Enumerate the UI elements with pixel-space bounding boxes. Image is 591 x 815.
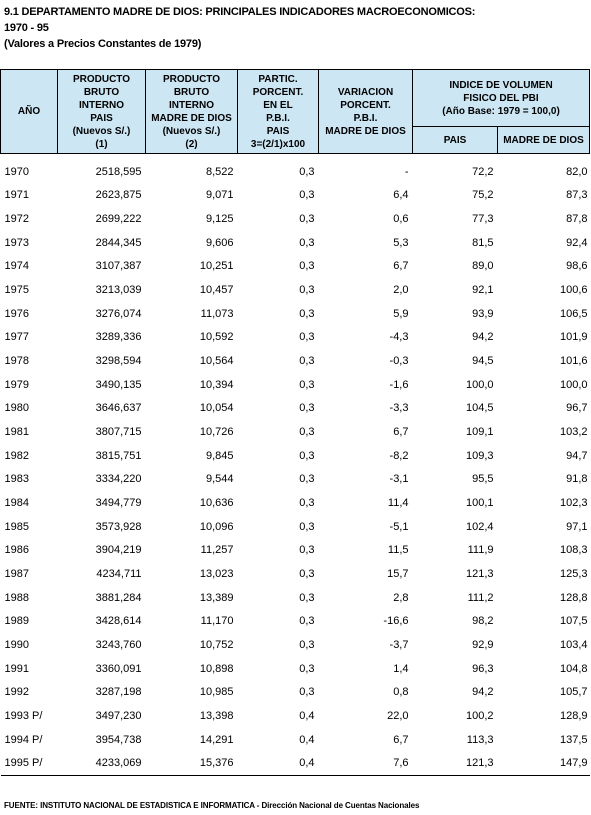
variacion-cell: 6,7 [393, 733, 409, 746]
indice-mdd-cell: 96,7 [566, 402, 588, 415]
indice-mdd-cell: 87,8 [566, 213, 588, 226]
pbi-pais-cell: 3334,220 [95, 473, 142, 486]
participacion-cell: 0,3 [299, 331, 315, 344]
pbi-mdd-cell: 15,376 [146, 751, 238, 775]
table-row [1, 302, 590, 326]
variacion-cell: -5,1 [389, 520, 409, 533]
indice-pais-cell: 104,5 [465, 402, 494, 415]
indice-mdd-cell: 128,9 [559, 709, 588, 722]
participacion-cell: 0,3 [299, 615, 315, 628]
indice-pais-cell: 81,5 [472, 236, 494, 249]
indice-pais-cell: 111,9 [467, 544, 494, 557]
participacion-cell: 0,4 [238, 751, 319, 775]
indice-mdd-cell: 101,9 [559, 331, 588, 344]
pbi-pais-cell: 3497,230 [95, 709, 142, 722]
variacion-cell: 5,9 [393, 307, 409, 320]
indice-pais-cell: 96,3 [472, 662, 494, 675]
pbi-mdd-cell: 11,170 [200, 615, 234, 628]
table-row [1, 349, 590, 373]
variacion-cell: 2,0 [393, 284, 409, 297]
pbi-mdd-cell: 10,898 [199, 662, 234, 675]
pbi-pais-cell: 2623,875 [95, 189, 142, 202]
year-cell: 1990 [4, 638, 29, 651]
table-row [1, 491, 590, 515]
participacion-cell: 0,3 [299, 165, 315, 178]
pbi-pais-cell: 3289,336 [95, 331, 142, 344]
indice-pais-cell: 77,3 [472, 213, 494, 226]
pbi-mdd-cell: 9,845 [205, 449, 234, 462]
variacion-cell: -4,3 [389, 331, 409, 344]
year-cell: 1993 P/ [4, 709, 43, 722]
year-cell: 1981 [4, 426, 29, 439]
variacion-cell: - [404, 165, 409, 178]
header-pbi-madre-de-dios: PRODUCTO BRUTO INTERNO MADRE DE DIOS (Nuevos S/.) (2) [146, 70, 238, 154]
participacion-cell: 0,3 [299, 378, 315, 391]
indice-mdd-cell: 101,6 [559, 355, 588, 368]
participacion-cell: 0,3 [299, 544, 315, 557]
table-row [1, 680, 590, 704]
table-body [1, 154, 590, 776]
indice-mdd-cell: 92,4 [566, 236, 588, 249]
indice-pais-cell: 92,1 [472, 284, 494, 297]
participacion-cell: 0,4 [299, 733, 315, 746]
table-row [1, 539, 590, 563]
table-row [1, 562, 590, 586]
indice-pais-cell: 102,4 [465, 520, 494, 533]
participacion-cell: 0,3 [299, 449, 315, 462]
indice-mdd-cell: 107,5 [559, 615, 588, 628]
table-row [1, 657, 590, 681]
table-row [1, 231, 590, 255]
pbi-mdd-cell: 9,606 [205, 236, 234, 249]
year-cell: 1991 [4, 662, 29, 675]
indice-mdd-cell: 106,5 [559, 307, 588, 320]
pbi-pais-cell: 4234,711 [96, 567, 142, 580]
participacion-cell: 0,3 [299, 662, 315, 675]
indice-pais-cell: 98,2 [472, 615, 494, 628]
pbi-mdd-cell: 10,564 [199, 355, 234, 368]
indice-pais-cell: 94,2 [472, 331, 494, 344]
year-cell: 1995 P/ [1, 751, 58, 775]
variacion-cell: 5,3 [393, 236, 409, 249]
table-period: 1970 - 95 [4, 22, 49, 34]
year-cell: 1979 [4, 378, 29, 391]
header-participacion: PARTIC. PORCENT. EN EL P.B.I. PAIS 3=(2/1)x100 [238, 70, 319, 154]
year-cell: 1971 [4, 189, 29, 202]
variacion-cell: 7,6 [319, 751, 413, 775]
pbi-mdd-cell: 14,291 [199, 733, 234, 746]
pbi-mdd-cell: 10,096 [199, 520, 234, 533]
pbi-pais-cell: 3360,091 [95, 662, 142, 675]
pbi-pais-cell: 3904,219 [95, 544, 142, 557]
variacion-cell: 6,7 [393, 426, 409, 439]
indice-pais-cell: 109,1 [465, 426, 494, 439]
variacion-cell: 0,8 [393, 686, 409, 699]
header-indice-pais: PAIS [413, 127, 498, 154]
variacion-cell: 1,4 [393, 662, 409, 675]
header-variacion: VARIACION PORCENT. P.B.I. MADRE DE DIOS [319, 70, 413, 154]
table-row [1, 444, 590, 468]
year-cell: 1988 [4, 591, 29, 604]
indice-mdd-cell: 125,3 [559, 567, 588, 580]
year-cell: 1975 [4, 284, 29, 297]
indice-mdd-cell: 98,6 [566, 260, 588, 273]
indice-mdd-cell: 102,3 [559, 497, 588, 510]
indice-pais-cell: 121,3 [413, 751, 498, 775]
table-subtitle: (Valores a Precios Constantes de 1979) [4, 38, 202, 50]
participacion-cell: 0,3 [299, 686, 315, 699]
pbi-pais-cell: 3276,074 [95, 307, 142, 320]
indice-pais-cell: 94,2 [472, 686, 494, 699]
table-title: 9.1 DEPARTAMENTO MADRE DE DIOS: PRINCIPALES INDICADORES MACROECONOMICOS: [4, 6, 476, 18]
variacion-cell: -8,2 [389, 449, 409, 462]
indice-mdd-cell: 128,8 [559, 591, 588, 604]
pbi-pais-cell: 3815,751 [95, 449, 142, 462]
table-row [1, 704, 590, 728]
pbi-pais-cell: 3490,135 [95, 378, 142, 391]
variacion-cell: -1,6 [389, 378, 409, 391]
pbi-pais-cell: 3881,284 [95, 591, 142, 604]
table-row [1, 184, 590, 208]
indice-mdd-cell: 100,6 [559, 284, 588, 297]
variacion-cell: 15,7 [387, 567, 409, 580]
variacion-cell: 11,4 [387, 497, 409, 510]
variacion-cell: 11,5 [387, 544, 409, 557]
indice-pais-cell: 121,3 [465, 567, 494, 580]
indice-pais-cell: 94,5 [472, 355, 494, 368]
indice-mdd-cell: 105,7 [559, 686, 588, 699]
indice-mdd-cell: 103,2 [559, 426, 588, 439]
table-row [1, 397, 590, 421]
pbi-pais-cell: 3573,928 [95, 520, 142, 533]
table-row [1, 278, 590, 302]
variacion-cell: -3,3 [389, 402, 409, 415]
pbi-mdd-cell: 10,054 [199, 402, 234, 415]
year-cell: 1972 [4, 213, 29, 226]
pbi-pais-cell: 3287,198 [95, 686, 142, 699]
table-row [1, 420, 590, 444]
indice-pais-cell: 93,9 [472, 307, 494, 320]
pbi-mdd-cell: 10,985 [199, 686, 234, 699]
pbi-mdd-cell: 8,522 [205, 165, 234, 178]
pbi-mdd-cell: 10,457 [199, 284, 234, 297]
variacion-cell: 6,4 [393, 189, 409, 202]
indice-mdd-cell: 87,3 [566, 189, 588, 202]
header-indice-madre-de-dios: MADRE DE DIOS [498, 127, 590, 154]
indice-mdd-cell: 103,4 [559, 638, 588, 651]
participacion-cell: 0,3 [299, 567, 315, 580]
pbi-mdd-cell: 10,592 [199, 331, 234, 344]
indice-mdd-cell: 97,1 [566, 520, 588, 533]
indice-pais-cell: 113,3 [466, 733, 494, 746]
year-cell: 1987 [4, 567, 29, 580]
year-cell: 1984 [4, 497, 29, 510]
pbi-pais-cell: 2699,222 [95, 213, 142, 226]
pbi-mdd-cell: 13,389 [199, 591, 234, 604]
table-header [1, 70, 590, 154]
participacion-cell: 0,3 [299, 402, 315, 415]
pbi-mdd-cell: 10,394 [199, 378, 234, 391]
year-cell: 1989 [4, 615, 29, 628]
year-cell: 1992 [4, 686, 29, 699]
pbi-pais-cell: 3213,039 [95, 284, 142, 297]
table-row [1, 468, 590, 492]
indice-pais-cell: 89,0 [472, 260, 494, 273]
pbi-mdd-cell: 11,073 [200, 307, 234, 320]
pbi-mdd-cell: 9,125 [205, 213, 234, 226]
table-row [1, 728, 590, 752]
indice-pais-cell: 75,2 [472, 189, 494, 202]
header-pbi-pais: PRODUCTO BRUTO INTERNO PAIS (Nuevos S/.) (1) [58, 70, 146, 154]
participacion-cell: 0,3 [299, 497, 315, 510]
indice-pais-cell: 95,5 [472, 473, 494, 486]
pbi-pais-cell: 3107,387 [95, 260, 142, 273]
pbi-mdd-cell: 10,726 [199, 426, 234, 439]
participacion-cell: 0,3 [299, 189, 315, 202]
pbi-pais-cell: 3298,594 [95, 355, 142, 368]
year-cell: 1973 [4, 236, 29, 249]
pbi-pais-cell: 3243,760 [95, 638, 142, 651]
pbi-pais-cell: 4233,069 [58, 751, 146, 775]
indice-mdd-cell: 137,5 [559, 733, 588, 746]
table-row [1, 586, 590, 610]
variacion-cell: 22,0 [387, 709, 409, 722]
pbi-mdd-cell: 13,398 [199, 709, 234, 722]
pbi-pais-cell: 3807,715 [95, 426, 142, 439]
indice-mdd-cell: 147,9 [498, 751, 590, 775]
indice-mdd-cell: 104,8 [559, 662, 588, 675]
variacion-cell: 0,6 [393, 213, 409, 226]
pbi-pais-cell: 2844,345 [95, 236, 142, 249]
indice-pais-cell: 100,0 [465, 378, 494, 391]
participacion-cell: 0,3 [299, 355, 315, 368]
indice-pais-cell: 72,2 [472, 165, 494, 178]
year-cell: 1977 [4, 331, 29, 344]
participacion-cell: 0,3 [299, 591, 315, 604]
participacion-cell: 0,3 [299, 520, 315, 533]
indice-mdd-cell: 82,0 [566, 165, 588, 178]
table-row [1, 515, 590, 539]
indice-mdd-cell: 94,7 [566, 449, 588, 462]
pbi-mdd-cell: 11,257 [200, 544, 234, 557]
table-row [1, 154, 590, 184]
indicators-table [0, 69, 590, 776]
variacion-cell: -3,1 [389, 473, 409, 486]
table-row [1, 373, 590, 397]
participacion-cell: 0,3 [299, 307, 315, 320]
indice-pais-cell: 109,3 [465, 449, 494, 462]
participacion-cell: 0,3 [299, 236, 315, 249]
participacion-cell: 0,3 [299, 260, 315, 273]
table-row [1, 255, 590, 279]
year-cell: 1978 [4, 355, 29, 368]
pbi-mdd-cell: 10,251 [199, 260, 234, 273]
participacion-cell: 0,3 [299, 426, 315, 439]
table-row [1, 326, 590, 350]
year-cell: 1980 [4, 402, 29, 415]
indice-mdd-cell: 108,3 [559, 544, 588, 557]
variacion-cell: 6,7 [393, 260, 409, 273]
variacion-cell: -16,6 [383, 615, 409, 628]
indice-pais-cell: 100,2 [465, 709, 494, 722]
pbi-mdd-cell: 13,023 [199, 567, 234, 580]
pbi-pais-cell: 3494,779 [95, 497, 142, 510]
table-row [1, 751, 590, 775]
pbi-pais-cell: 2518,595 [95, 165, 142, 178]
participacion-cell: 0,3 [299, 473, 315, 486]
year-cell: 1976 [4, 307, 29, 320]
pbi-mdd-cell: 10,752 [199, 638, 234, 651]
indice-mdd-cell: 100,0 [559, 378, 588, 391]
participacion-cell: 0,3 [299, 638, 315, 651]
title-block [4, 4, 475, 52]
pbi-mdd-cell: 9,071 [205, 189, 234, 202]
header-anio: AÑO [1, 70, 58, 154]
variacion-cell: -0,3 [389, 355, 409, 368]
year-cell: 1970 [4, 165, 29, 178]
participacion-cell: 0,3 [299, 284, 315, 297]
year-cell: 1994 P/ [4, 733, 43, 746]
year-cell: 1986 [4, 544, 29, 557]
pbi-mdd-cell: 10,636 [199, 497, 234, 510]
participacion-cell: 0,4 [299, 709, 315, 722]
indice-pais-cell: 92,9 [472, 638, 494, 651]
year-cell: 1982 [4, 449, 29, 462]
pbi-pais-cell: 3954,738 [95, 733, 142, 746]
header-indice-volumen: INDICE DE VOLUMEN FISICO DEL PBI (Año Base: 1979 = 100,0) [413, 70, 590, 127]
table-row [1, 609, 590, 633]
indice-pais-cell: 111,2 [467, 591, 494, 604]
source-note: FUENTE: INSTITUTO NACIONAL DE ESTADISTICA E INFORMATICA - Dirección Nacional de Cuentas Nacionales [4, 801, 420, 810]
table-row [1, 207, 590, 231]
pbi-pais-cell: 3428,614 [95, 615, 142, 628]
year-cell: 1983 [4, 473, 29, 486]
indice-pais-cell: 100,1 [465, 497, 494, 510]
participacion-cell: 0,3 [299, 213, 315, 226]
indice-mdd-cell: 91,8 [566, 473, 588, 486]
pbi-pais-cell: 3646,637 [95, 402, 142, 415]
year-cell: 1974 [4, 260, 29, 273]
variacion-cell: -3,7 [389, 638, 409, 651]
pbi-mdd-cell: 9,544 [205, 473, 234, 486]
year-cell: 1985 [4, 520, 29, 533]
variacion-cell: 2,8 [393, 591, 409, 604]
table-row [1, 633, 590, 657]
